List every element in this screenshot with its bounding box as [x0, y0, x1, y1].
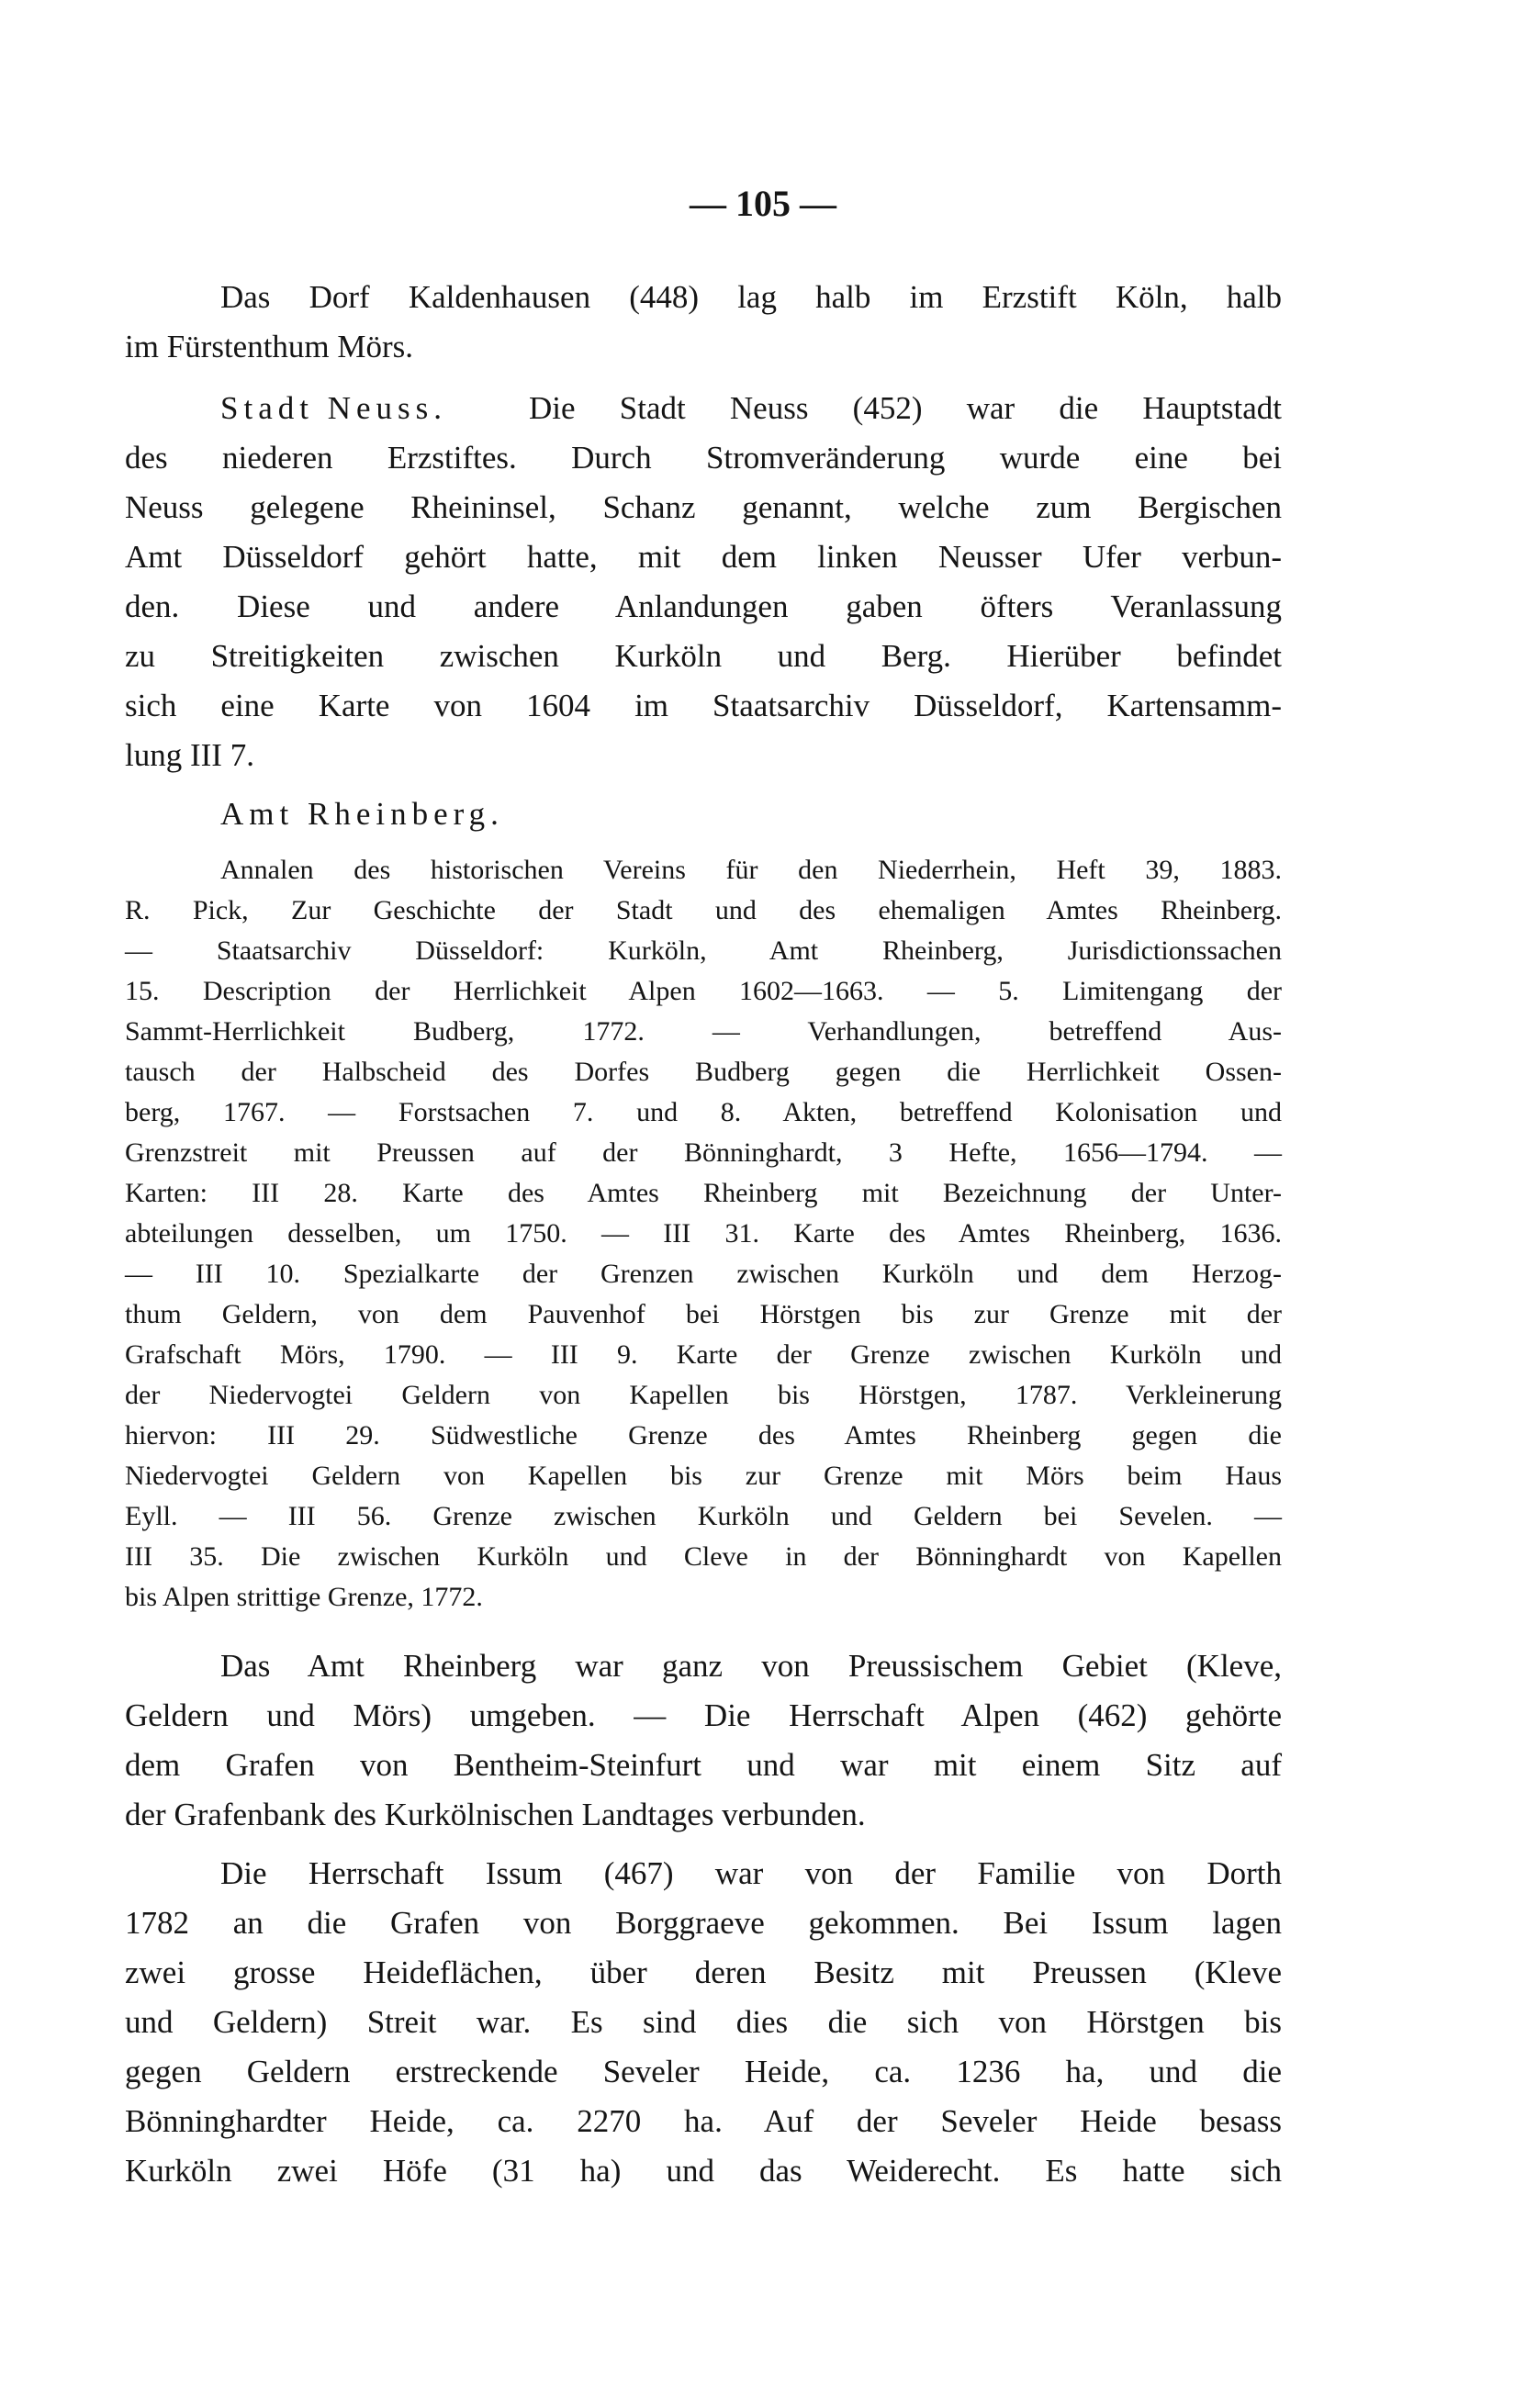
para4-line-5: gegen Geldern erstreckende Seveler Heide, ca. 1236 ha, und die	[125, 2054, 1282, 2089]
bib-line-14: der Niedervogtei Geldern von Kapellen bis Hörstgen, 1787. Verkleinerung	[125, 1380, 1282, 1410]
para2-line-1	[220, 384, 1282, 433]
para2-line-2: des niederen Erzstiftes. Durch Stromveränderung wurde eine bei	[125, 440, 1282, 476]
para3-line-1: Das Amt Rheinberg war ganz von Preussischem Gebiet (Kleve,	[220, 1648, 1282, 1684]
amt-rheinberg-heading: Amt Rheinberg.	[220, 796, 504, 832]
para4-line-1: Die Herrschaft Issum (467) war von der Familie von Dorth	[220, 1855, 1282, 1891]
bib-line-15: hiervon: III 29. Südwestliche Grenze des Amtes Rheinberg gegen die	[125, 1420, 1282, 1450]
bib-line-19: bis Alpen strittige Grenze, 1772.	[125, 1582, 483, 1612]
bib-line-12: thum Geldern, von dem Pauvenhof bei Hörstgen bis zur Grenze mit der	[125, 1299, 1282, 1329]
bib-line-11: — III 10. Spezialkarte der Grenzen zwischen Kurköln und dem Herzog-	[125, 1259, 1282, 1289]
bib-line-4: 15. Description der Herrlichkeit Alpen 1602—1663. — 5. Limitengang der	[125, 976, 1282, 1006]
bib-line-9: Karten: III 28. Karte des Amtes Rheinberg mit Bezeichnung der Unter-	[125, 1178, 1282, 1208]
bib-line-2: R. Pick, Zur Geschichte der Stadt und des ehemaligen Amtes Rheinberg.	[125, 895, 1282, 925]
para3-line-3: dem Grafen von Bentheim-Steinfurt und war mit einem Sitz auf	[125, 1747, 1282, 1783]
para2-line-6: zu Streitigkeiten zwischen Kurköln und Berg. Hierüber befindet	[125, 638, 1282, 674]
para1-line-2: im Fürstenthum Mörs.	[125, 329, 414, 364]
para2-line-8: lung III 7.	[125, 737, 254, 773]
bib-line-18: III 35. Die zwischen Kurköln und Cleve in der Bönninghardt von Kapellen	[125, 1541, 1282, 1572]
bib-line-7: berg, 1767. — Forstsachen 7. und 8. Akten, betreffend Kolonisation und	[125, 1097, 1282, 1127]
stadt-neuss-heading: Stadt Neuss.	[220, 390, 447, 426]
para3-line-2: Geldern und Mörs) umgeben. — Die Herrschaft Alpen (462) gehörte	[125, 1697, 1282, 1733]
para2-line-1-text: Die Stadt Neuss (452) war die Hauptstadt	[529, 390, 1282, 426]
para2-line-7: sich eine Karte von 1604 im Staatsarchiv Düsseldorf, Kartensamm-	[125, 688, 1282, 723]
para4-line-6: Bönninghardter Heide, ca. 2270 ha. Auf der Seveler Heide besass	[125, 2103, 1282, 2139]
bib-line-8: Grenzstreit mit Preussen auf der Bönninghardt, 3 Hefte, 1656—1794. —	[125, 1137, 1282, 1168]
para2-line-4: Amt Düsseldorf gehört hatte, mit dem linken Neusser Ufer verbun-	[125, 539, 1282, 575]
para1-line-1: Das Dorf Kaldenhausen (448) lag halb im Erzstift Köln, halb	[220, 279, 1282, 315]
bib-line-10: abteilungen desselben, um 1750. — III 31. Karte des Amtes Rheinberg, 1636.	[125, 1218, 1282, 1249]
para2-line-5: den. Diese und andere Anlandungen gaben öfters Veranlassung	[125, 588, 1282, 624]
page-number: — 105 —	[690, 183, 836, 224]
bib-line-6: tausch der Halbscheid des Dorfes Budberg gegen die Herrlichkeit Ossen-	[125, 1057, 1282, 1087]
para2-line-3: Neuss gelegene Rheininsel, Schanz genannt, welche zum Bergischen	[125, 489, 1282, 525]
bib-line-16: Niedervogtei Geldern von Kapellen bis zur Grenze mit Mörs beim Haus	[125, 1461, 1282, 1491]
para4-line-7: Kurköln zwei Höfe (31 ha) und das Weiderecht. Es hatte sich	[125, 2153, 1282, 2189]
para3-line-4: der Grafenbank des Kurkölnischen Landtages verbunden.	[125, 1797, 866, 1832]
bib-line-1: Annalen des historischen Vereins für den Niederrhein, Heft 39, 1883.	[220, 855, 1282, 885]
bib-line-3: — Staatsarchiv Düsseldorf: Kurköln, Amt Rheinberg, Jurisdictionssachen	[125, 935, 1282, 966]
para4-line-4: und Geldern) Streit war. Es sind dies die sich von Hörstgen bis	[125, 2004, 1282, 2040]
bib-line-13: Grafschaft Mörs, 1790. — III 9. Karte der Grenze zwischen Kurköln und	[125, 1339, 1282, 1370]
para4-line-2: 1782 an die Grafen von Borggraeve gekommen. Bei Issum lagen	[125, 1905, 1282, 1941]
bib-line-5: Sammt-Herrlichkeit Budberg, 1772. — Verhandlungen, betreffend Aus-	[125, 1016, 1282, 1047]
para4-line-3: zwei grosse Heideflächen, über deren Besitz mit Preussen (Kleve	[125, 1954, 1282, 1990]
bib-line-17: Eyll. — III 56. Grenze zwischen Kurköln und Geldern bei Sevelen. —	[125, 1501, 1282, 1531]
